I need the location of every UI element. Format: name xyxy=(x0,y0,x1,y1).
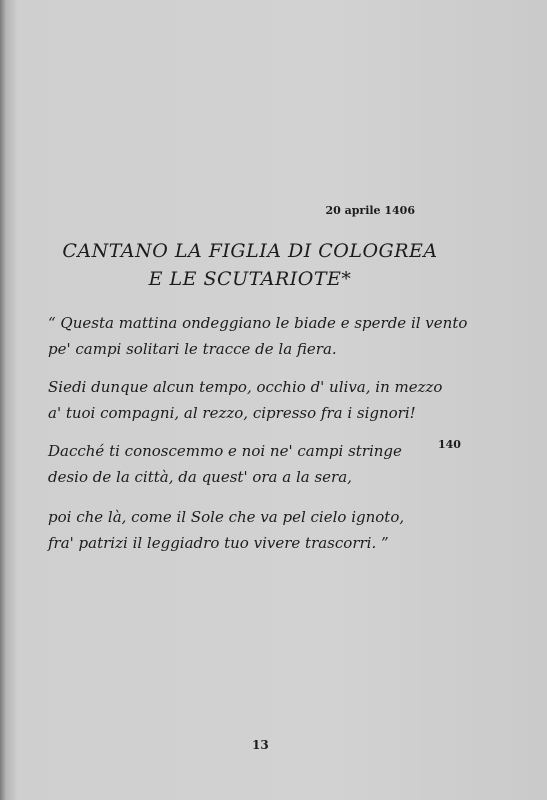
poem-line: Siedi dunque alcun tempo, occhio d' uliva, in mezzo xyxy=(48,378,443,396)
line-number: 140 xyxy=(438,438,461,451)
date-heading: 20 aprile 1406 xyxy=(325,204,415,217)
poem-line: fra' patrizi il leggiadro tuo vivere trascorri. ” xyxy=(48,534,389,552)
poem-line: desio de la città, da quest' ora a la sera, xyxy=(48,468,352,486)
poem-line: “ Questa mattina ondeggiano le biade e sperde il vento xyxy=(48,314,468,332)
poem-title-line-2: E LE SCUTARIOTE* xyxy=(148,268,352,290)
page-number: 13 xyxy=(252,738,269,752)
poem-line: Dacché ti conoscemmo e noi ne' campi stringe xyxy=(48,442,402,460)
poem-line: a' tuoi compagni, al rezzo, cipresso fra i signori! xyxy=(48,404,416,422)
poem-title-line-1: CANTANO LA FIGLIA DI COLOGREA xyxy=(62,240,438,262)
poem-line: pe' campi solitari le tracce de la fiera. xyxy=(48,340,337,358)
poem-line: poi che là, come il Sole che va pel cielo ignoto, xyxy=(48,508,405,526)
